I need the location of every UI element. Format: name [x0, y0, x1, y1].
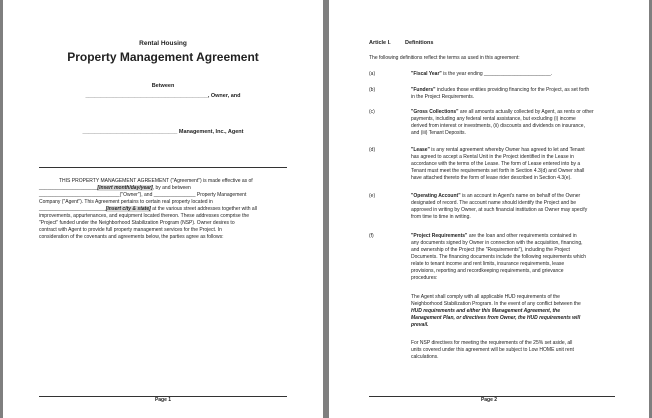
page-1 [3, 0, 323, 418]
definition-text: accordance with the terms of the Lease. The form of Lease entered into by a [411, 161, 581, 167]
definition-text: provisions, reporting and recordkeeping requirements, and grievance [411, 268, 564, 274]
definition-text: and (iii) Tenant Deposits. [411, 130, 466, 136]
definition-text: is any rental agreement whereby Owner has agreed to let and Tenant [429, 147, 585, 153]
definition-text: derived from interest or investments, (ii) discounts and dividends on insurance, [411, 123, 585, 129]
definition-text: payments, including any federal rental assistance, but excluding (i) income [411, 116, 576, 122]
preamble-line: Company ("Agent"). This Agreement pertains to certain real property located in [39, 199, 213, 205]
nsp-line: units covered under this agreement will be subject to Low HOME unit rent [411, 347, 574, 353]
doc-subtitle: Rental Housing [139, 40, 187, 47]
definition-text: has agreed to accept a Rental Unit in the Project identified in the Lease in [411, 154, 574, 160]
preamble [39, 178, 289, 241]
preamble-text: , by and between [152, 185, 191, 191]
agent-line: _______________________________ Management, Inc., Agent [82, 129, 244, 135]
definition-text: and ownership of the Project (the "Requirements"), including the Project [411, 247, 570, 253]
definition-text: have attached thereto the form of lease rider described in Section 4.3(e). [411, 175, 572, 181]
definition-term: "Gross Collections" [411, 109, 459, 115]
definition-text: Tenant must meet the requirements set forth in Section 4.3(d) and Owner shall [411, 168, 585, 174]
definition-number: (d) [369, 147, 376, 153]
definition-term: "Operating Account" [411, 193, 461, 199]
nsp-line: For NSP directives for meeting the requirements of the 25% set aside, all [411, 340, 573, 346]
article-number: Article I. [369, 40, 391, 46]
definitions-intro: The following definitions reflect the terms as used in this agreement: [369, 55, 520, 61]
definition-term: "Fiscal Year" [411, 71, 442, 77]
placeholder-city: [insert city & state] [105, 206, 151, 212]
page-number: Page 2 [480, 397, 498, 403]
preamble-line: consideration of the covenants and agreements below, the parties agree as follows: [39, 234, 224, 240]
hud-line: Management Plan, or directives from Owner, the HUD requirements will [411, 315, 581, 321]
definition-text: in the Project Requirements. [411, 94, 475, 100]
preamble-text: ________________________ [39, 206, 106, 212]
preamble-line: _____________________[insert month/day/year], by and between [39, 185, 191, 191]
definition-text: are all amounts actually collected by Agent, as rents or other [458, 109, 594, 115]
page-number: Page 1 [154, 397, 172, 403]
article-title: Definitions [405, 40, 434, 46]
page-2 [329, 0, 649, 418]
preamble-line: _____________________________("Owner"), and _______________ Property Management [39, 192, 247, 198]
definition-text: approved in writing by Owner, at such financial institution as Owner may specify [411, 207, 588, 213]
divider [39, 167, 287, 168]
definition-text: are the loan and other requirements contained in [467, 233, 577, 239]
definition-term: "Project Requirements" [411, 233, 468, 239]
nsp-line: calculations. [411, 354, 439, 360]
definition-term: "Lease" [411, 147, 430, 153]
definition-number: (c) [369, 109, 375, 115]
owner-line: ________________________________________, Owner, and [85, 93, 241, 99]
nsp-paragraph [411, 340, 631, 361]
preamble-line: contract with Agent to provide full property management services for the Project. In [39, 227, 222, 233]
definition-text: includes those entities providing financing for the Project, as set forth [435, 87, 590, 93]
preamble-line: "Project" funded under the Neighborhood Stabilization Program (NSP). Owner desires to [39, 220, 235, 226]
definition-text: relate to tenant income and rent limits, insurance requirements, lease [411, 261, 565, 267]
definition-text: any documents signed by Owner in connection with the acquisition, financing, [411, 240, 583, 246]
preamble-line [39, 206, 289, 213]
hud-line: HUD requirements and either this Management Agreement, the [411, 308, 561, 314]
hud-line: prevail. [411, 322, 429, 328]
definition-text: from time to time in writing. [411, 214, 471, 220]
placeholder-date: [insert month/day/year] [97, 185, 153, 191]
definition-number: (f) [369, 233, 374, 239]
definition-term: "Funders" [411, 87, 436, 93]
doc-title: Property Management Agreement [67, 50, 259, 64]
definition-text: is the year ending ________________________. [441, 71, 553, 77]
hud-paragraph [411, 294, 631, 329]
definition-number: (e) [369, 193, 376, 199]
definition-text: designated of record. The account name should identify the Project and be [411, 200, 577, 206]
definition-text: Documents. The financing documents include the following requirements which [411, 254, 587, 260]
between-label: Between [151, 83, 175, 89]
preamble-line: improvements, appurtenances, and equipment located thereon. These addresses comprise the [39, 213, 250, 219]
definition-text: procedures: [411, 275, 438, 281]
preamble-line: THIS PROPERTY MANAGEMENT AGREEMENT ("Agreement") is made effective as of [59, 178, 253, 184]
hud-line: Neighborhood Stabilization Program. In the event of any conflict between the [411, 301, 581, 307]
definition-text: is an account in Agent's name on behalf of the Owner [460, 193, 581, 199]
definition-number: (a) [369, 71, 376, 77]
hud-line: The Agent shall comply with all applicable HUD requirements of the [411, 294, 560, 300]
definition-number: (b) [369, 87, 376, 93]
preamble-text: at the various street addresses together with all [150, 206, 257, 212]
